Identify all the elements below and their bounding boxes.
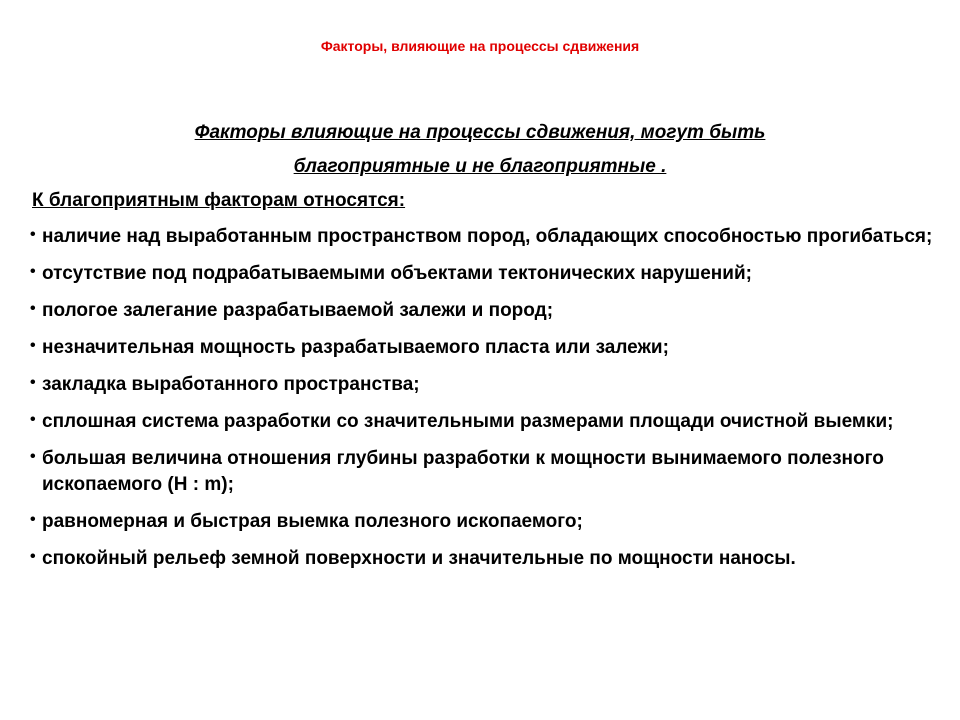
intro-line-2: благоприятные и не благоприятные . bbox=[293, 156, 667, 177]
list-item bbox=[28, 335, 938, 361]
bullet-icon: • bbox=[30, 263, 36, 280]
list-item bbox=[28, 224, 938, 250]
list-item-text: пологое залегание разрабатываемой залежи и пород; bbox=[42, 300, 554, 321]
favorable-factors-heading: К благоприятным факторам относятся: bbox=[32, 190, 406, 211]
list-item-text: наличие над выработанным пространством пород, обладающих способностью прогибаться; bbox=[42, 226, 933, 247]
bullet-icon: • bbox=[30, 548, 36, 565]
slide-title: Факторы, влияющие на процессы сдвижения bbox=[320, 38, 640, 54]
list-item bbox=[28, 509, 938, 535]
list-item bbox=[28, 409, 938, 435]
list-item bbox=[28, 446, 938, 498]
list-item bbox=[28, 298, 938, 324]
bullet-icon: • bbox=[30, 448, 36, 465]
bullet-icon: • bbox=[30, 300, 36, 317]
list-item-text: большая величина отношения глубины разработки к мощности вынимаемого полезного ископаемого (H : m); bbox=[42, 448, 884, 495]
intro-statement bbox=[0, 116, 960, 184]
list-item-text: закладка выработанного пространства; bbox=[42, 374, 420, 395]
list-item-text: спокойный рельеф земной поверхности и значительные по мощности наносы. bbox=[42, 548, 796, 569]
intro-line-1: Факторы влияющие на процессы сдвижения, могут быть bbox=[194, 122, 766, 143]
bullet-icon: • bbox=[30, 511, 36, 528]
bullet-icon: • bbox=[30, 374, 36, 391]
bullet-icon: • bbox=[30, 337, 36, 354]
bullet-icon: • bbox=[30, 411, 36, 428]
list-item-text: отсутствие под подрабатываемыми объектами тектонических нарушений; bbox=[42, 263, 752, 284]
bullet-icon: • bbox=[30, 226, 36, 243]
favorable-factors-list bbox=[28, 224, 938, 583]
list-item-text: равномерная и быстрая выемка полезного ископаемого; bbox=[42, 511, 583, 532]
list-item-text: незначительная мощность разрабатываемого пласта или залежи; bbox=[42, 337, 669, 358]
list-item bbox=[28, 546, 938, 572]
list-item bbox=[28, 261, 938, 287]
list-item bbox=[28, 372, 938, 398]
list-item-text: сплошная система разработки со значительными размерами площади очистной выемки; bbox=[42, 411, 894, 432]
